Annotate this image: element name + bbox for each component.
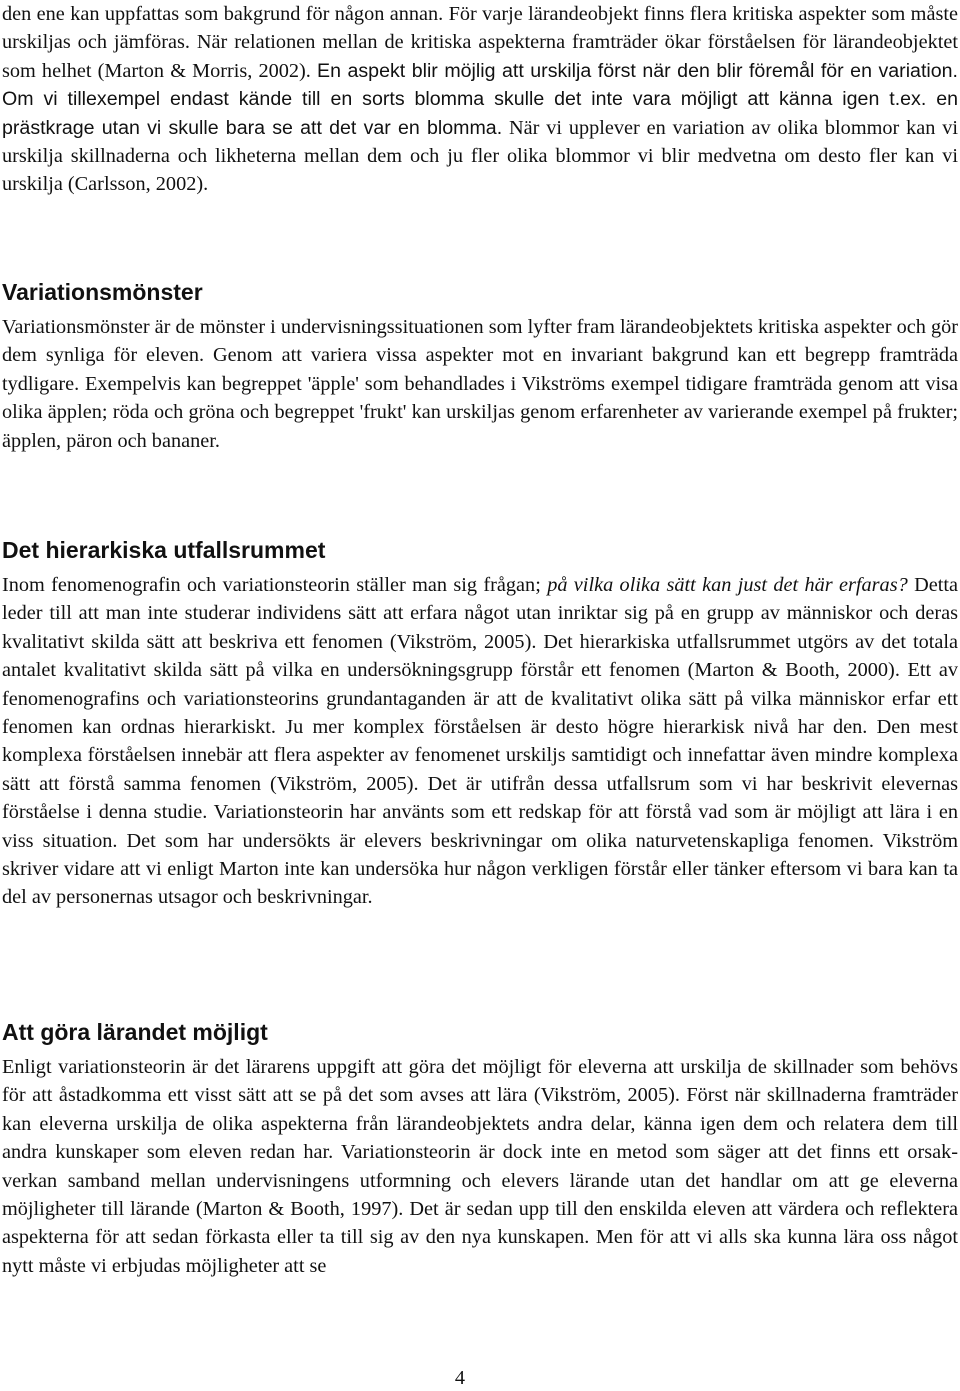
- paragraph-variationsmonster: Variationsmönster är de mönster i undervisningssituationen som lyfter fram lärandeobjektets kritiska aspekter och gör dem synliga för eleven. Genom att variera vissa aspekter mot en invariant bakgrund kan ett begrepp framträda tydligare. Exempelvis kan begreppet 'äpple' som behandlades i Vikströms exempel tidigare framträda genom att visa olika äpplen; röda och gröna och begreppet 'frukt' kan urskiljas genom erfarenheter av varierande exempel på frukter; äpplen, päron och bananer.: [2, 316, 958, 452]
- intro-serif-text: den ene kan uppfattas som bakgrund för någon annan. För varje lärandeobjekt finns flera kritiska aspekter som måste urskiljas och jämföras. När relationen mellan de kritiska aspekterna framträder ökar förståelsen för lärandeobjektet som helhet (Marton & Morris, 2002).: [2, 3, 958, 82]
- paragraph-hierarkiska-utfallsrummet: [2, 571, 958, 912]
- intro-sans-text: En aspekt blir möjlig att urskilja först när den blir föremål för en variation. Om vi tillexempel endast kände till en sorts blomma skulle det inte vara möjligt att känna igen t.ex. en prästkrage utan vi skulle bara se att det var en blomma.: [2, 59, 958, 139]
- heading-hierarkiska-utfallsrummet: Det hierarkiska utfallsrummet: [2, 537, 326, 563]
- hierarkiska-italic-question: på vilka olika sätt kan just det här erfaras?: [547, 574, 908, 596]
- hierarkiska-text-rest: Detta leder till att man inte studerar individens sätt att erfara något utan inriktar sig på en grupp av människor och deras kvalitativt skilda sätt att beskriva ett fenomen (Vikström, 2005). Det hierarkiska utfallsrummet utgörs av det totala antalet kvalitativt skilda sätt på vilka en undersökningsgrupp förstår ett fenomen (Marton & Booth, 2000). Ett av fenomenografins och variationsteorins grundantaganden är att de kvalitativt olika sätt på vilka människor erfar ett fenomen kan ordnas hierarkiskt. Ju mer komplex förståelsen är desto högre hierarkisk nivå har den. Den mest komplexa förståelsen innebär att flera aspekter av fenomenet urskiljs samtidigt och innefattar även mindre komplexa sätt att förstå samma fenomen (Vikström, 2005). Det är utifrån dessa utfallsrum som vi har beskrivit elevernas förståelse i denna studie. Variationsteorin har använts som ett redskap för att förstå vad som är möjligt att lära i en viss situation. Det som har undersökts är elevers beskrivningar om olika naturvetenskapliga fenomen. Vikström skriver vidare att vi enligt Marton inte kan undersöka hur någon verkligen förstår eller tänker eftersom vi bara kan ta del av personernas utsagor och beskrivningar.: [2, 574, 958, 909]
- intro-end-text: När vi upplever en variation av olika blommor kan vi urskilja skillnaderna och likheterna mellan dem och ju fler olika blommor vi blir medvetna om desto fler kan vi urskilja (Carlsson, 2002).: [2, 116, 958, 196]
- paragraph-gora-larandet-mojligt: Enligt variationsteorin är det lärarens uppgift att göra det möjligt för eleverna att urskilja de skillnader som behövs för att åstadkomma ett visst sätt att se på det som avses att lära (Vikström, 2005). Först när skillnaderna framträder kan eleverna urskilja de olika aspekterna från lärandeobjektets andra delar, känna igen dem och relatera dem till andra kunskaper som eleven redan har. Variationsteorin är dock inte en metod som säger att det finns ett orsak- verkan samband mellan undervisningens utformning och elevers lärande utan det handlar om att ge eleverna möjligheter till lärande (Marton & Booth, 1997). Det är sedan upp till den enskilda eleven att värdera och reflektera aspekterna för att sedan förkasta eller ta till sig av den nya kunskapen. Men för att vi alls ska kunna lära oss något nytt måste vi erbjudas möjligheter att se: [2, 1056, 958, 1277]
- intro-paragraph: [2, 0, 958, 199]
- hierarkiska-text-start: Inom fenomenografin och variationsteorin ställer man sig frågan;: [2, 574, 541, 596]
- heading-variationsmonster: Variationsmönster: [2, 279, 203, 305]
- page-number: 4: [454, 1367, 466, 1389]
- heading-gora-larandet-mojligt: Att göra lärandet möjligt: [2, 1019, 268, 1045]
